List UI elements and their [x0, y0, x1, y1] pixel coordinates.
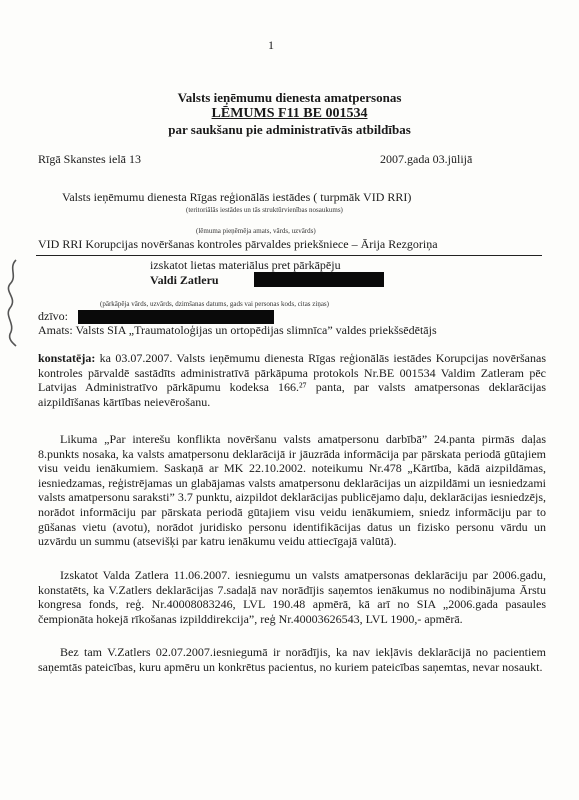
paragraph-law: Likuma „Par interešu konflikta novēršanu valsts amatpersonu darbībā” 24.panta pirmās daļas 8.punkts nosaka, ka valsts amatpersonu deklarācijā ir jāuzrāda informācija par pārskata periodā gūtajiem visu veidu ienākumiem. Saskaņā ar MK 22.10.2002. noteikumu Nr.478 „Kārtība, kādā aizpildāmas, iesniedzamas, reģistrējamas un glabājamas valsts amatpersonu deklarācijas un aizpildāmi un iesniedzami valsts amatpersonu saraksti” 3.7 punktu, aizpildot deklarācijas publicējamo daļu, deklarācijas iesniedzējs, norādot informāciju par pārskata periodā gūtajiem visu veidu ienākumiem, sniedz informāciju par to gūšanas vietu (avotu), norādot juridisko personu identifikācijas datus un fizisko personu vārdu un uzvārdu un summu (atsevišķi par katru ienākumu veidu attiecīgajā valūtā). — [38, 432, 546, 549]
officer-underline — [36, 255, 542, 256]
person-caption: (pārkāpēja vārds, uzvārds, dzimšanas datums, gads vai personas kods, citas ziņas) — [100, 300, 329, 308]
findings-text: ka 03.07.2007. Valsts ieņēmumu dienesta Rīgas reģionālās iestādes Korupcijas novēršanas kontroles pārvaldē sastādīts administratīvā pārkāpuma protokols Nr.BE 001534 Valdim Zatleram pēc Latvijas Administratīvo pārkāpumu kodeksa 166.²⁷ panta, par valsts amatpersonas deklarācijas aizpildīšanas kārtības neievērošanu. — [38, 351, 546, 409]
officer: VID RRI Korupcijas novēršanas kontroles pārvaldes priekšniece – Ārija Rezgoriņa — [38, 237, 438, 251]
page-number: 1 — [268, 38, 274, 52]
findings-label: konstatēja: — [38, 351, 96, 365]
paragraph-gratitude: Bez tam V.Zatlers 02.07.2007.iesniegumā ir norādījis, ka nav iekļāvis deklarācijā no pacientiem saņemtās pateicības, kuru apmēru un konkrētus pacientus, no kuriem pateicības saņemtas, nevar nosaukt. — [38, 645, 546, 674]
position-line: Amats: Valsts SIA „Traumatoloģijas un ortopēdijas slimnīca” valdes priekšsēdētājs — [38, 323, 437, 337]
residence-label: dzīvo: — [38, 309, 68, 323]
margin-bracket-mark — [2, 258, 24, 348]
redaction-bar — [254, 272, 384, 287]
person-name: Valdi Zatleru — [150, 273, 219, 287]
paragraph-findings — [38, 351, 546, 409]
institution: Valsts ieņēmumu dienesta Rīgas reģionālās iestādes ( turpmāk VID RRI) — [62, 190, 412, 204]
date: 2007.gada 03.jūlijā — [380, 152, 473, 166]
document-authority: Valsts ieņēmumu dienesta amatpersonas — [177, 90, 402, 105]
document-subtitle: par saukšanu pie administratīvās atbildības — [168, 122, 411, 137]
officer-caption: (lēmuma pieņēmēja amats, vārds, uzvārds) — [196, 227, 316, 235]
examining-text: izskatot lietas materiālus pret pārkāpēju — [150, 258, 341, 272]
paragraph-declaration: Izskatot Valda Zatlera 11.06.2007. iesniegumu un valsts amatpersonas deklarāciju par 2006.gadu, konstatēts, ka V.Zatlers deklarācijas 7.sadaļā nav norādījis saņemtos ienākumus no nodibinājuma Ārstu kongresa fonds, reģ. Nr.40008083246, LVL 190.48 apmērā, kā arī no SIA „2006.gada pasaules čempionāta hokejā rīkošanas izpilddirekcija”, reģ Nr.40003626543, LVL 1900,- apmērā. — [38, 568, 546, 626]
institution-caption: (teritoriālās iestādes un tās struktūrvienības nosaukums) — [186, 206, 343, 214]
decision-number: LĒMUMS F11 BE 001534 — [211, 106, 368, 121]
document-title — [0, 106, 579, 122]
place: Rīgā Skanstes ielā 13 — [38, 152, 141, 166]
redaction-bar-address — [78, 310, 274, 324]
